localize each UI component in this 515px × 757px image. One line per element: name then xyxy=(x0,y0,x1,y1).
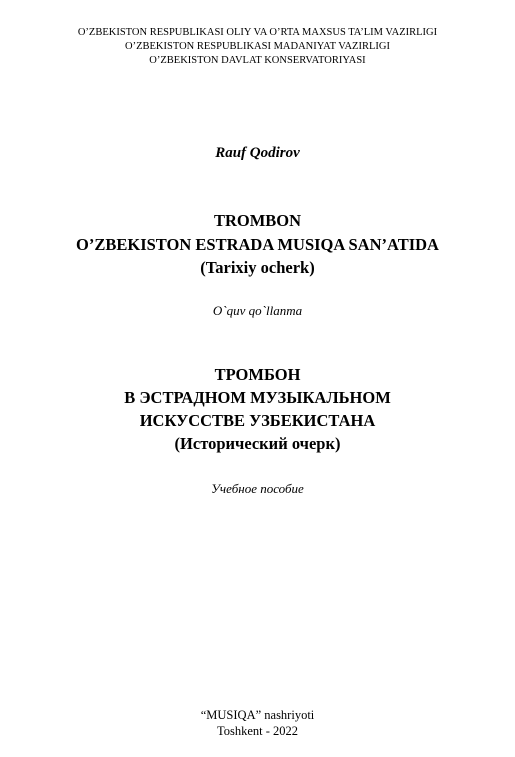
author-name: Rauf Qodirov xyxy=(215,145,300,161)
uzbek-title-line-2: O’ZBEKISTON ESTRADA MUSIQA SAN’ATIDA xyxy=(76,235,439,254)
russian-genre: Учебное пособие xyxy=(211,481,304,496)
state-conservatory: O’ZBEKISTON DAVLAT KONSERVATORIYASI xyxy=(149,55,366,66)
publisher-name: “MUSIQA” nashriyoti xyxy=(200,708,315,722)
ministry-of-higher-education: O’ZBEKISTON RESPUBLIKASI OLIY VA O’RTA MAXSUS TA’LIM VAZIRLIGI xyxy=(77,27,438,38)
place-and-year: Toshkent - 2022 xyxy=(216,724,299,738)
uzbek-genre: O`quv qo`llanma xyxy=(212,303,303,318)
russian-subtitle: (Исторический очерк) xyxy=(174,434,341,453)
uzbek-title-line-1: TROMBON xyxy=(213,211,302,230)
russian-title-line-2: В ЭСТРАДНОМ МУЗЫКАЛЬНОМ xyxy=(124,388,391,407)
uzbek-subtitle: (Tarixiy ocherk) xyxy=(200,258,315,277)
russian-title-line-3: ИСКУССТВЕ УЗБЕКИСТАНА xyxy=(139,411,376,430)
ministry-of-culture: O’ZBEKISTON RESPUBLIKASI MADANIYAT VAZIRLIGI xyxy=(125,41,390,52)
russian-title-line-1: ТРОМБОН xyxy=(214,365,301,384)
